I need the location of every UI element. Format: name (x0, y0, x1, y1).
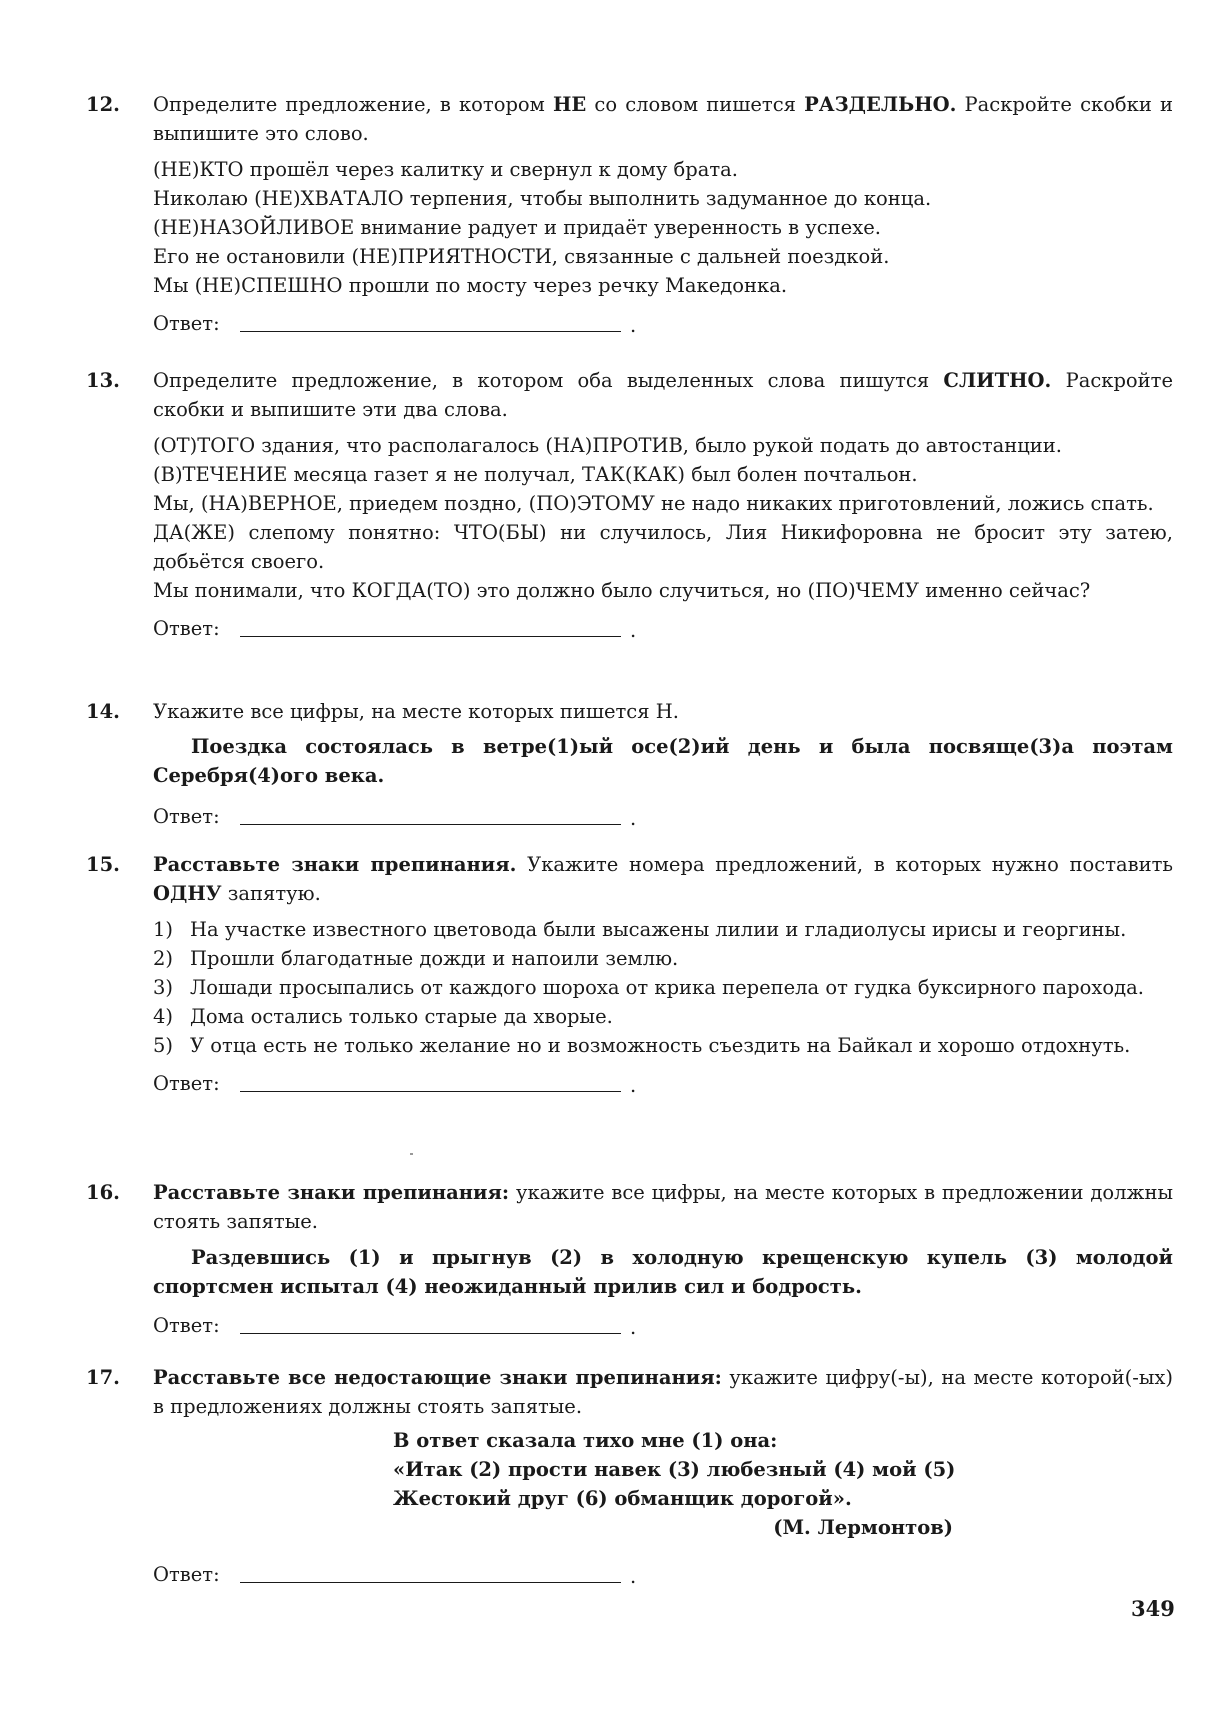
task-instruction: Определите предложение, в котором оба выделенных слова пишутся СЛИТНО. Раскройте скобки и выпишите эти два слова. (153, 369, 1173, 421)
task-number: 15. (86, 853, 120, 876)
answer-label: Ответ: (153, 1072, 220, 1095)
answer-line[interactable] (240, 1333, 621, 1334)
task-sentence: Поездка состоялась в ветре(1)ый осе(2)ий день и была посвяще(3)а поэтам Серебря(4)ого века. (153, 735, 1173, 787)
task-instruction: Определите предложение, в котором НЕ со словом пишется РАЗДЕЛЬНО. Раскройте скобки и выпишите это слово. (153, 93, 1173, 145)
sentence: Мы (НЕ)СПЕШНО прошли по мосту через речку Македонка. (153, 274, 788, 297)
sentence: ДА(ЖЕ) слепому понятно: ЧТО(БЫ) ни случилось, Лия Никифоровна не бросит эту затею, добьётся своего. (153, 521, 1173, 573)
answer-field[interactable]: Ответ: . (153, 1069, 1173, 1098)
task-number: 17. (86, 1366, 120, 1389)
answer-field[interactable]: Ответ: . (153, 802, 1173, 831)
poem-line: «Итак (2) прости навек (3) любезный (4) мой (5) (393, 1458, 956, 1481)
task-number: 16. (86, 1181, 120, 1204)
answer-line[interactable] (240, 1582, 621, 1583)
answer-field[interactable]: Ответ: . (153, 1560, 1173, 1589)
list-item: 1) На участке известного цветовода были высажены лилии и гладиолусы ирисы и георгины. (153, 918, 1127, 941)
answer-line[interactable] (240, 1091, 621, 1092)
sentence: (В)ТЕЧЕНИЕ месяца газет я не получал, ТАК(КАК) был болен почтальон. (153, 463, 918, 486)
list-item: 2) Прошли благодатные дожди и напоили землю. (153, 947, 679, 970)
sentence: (НЕ)НАЗОЙЛИВОЕ внимание радует и придаёт уверенность в успехе. (153, 216, 881, 239)
list-item: 4) Дома остались только старые да хворые. (153, 1005, 613, 1028)
answer-label: Ответ: (153, 1314, 220, 1337)
scan-speck (410, 1153, 413, 1155)
answer-label: Ответ: (153, 1563, 220, 1586)
task-instruction: Расставьте знаки препинания. Укажите номера предложений, в которых нужно поставить ОДНУ запятую. (153, 853, 1173, 905)
answer-line[interactable] (240, 824, 621, 825)
poem-line: Жестокий друг (6) обманщик дорогой». (393, 1487, 852, 1510)
task-instruction: Расставьте знаки препинания: укажите все цифры, на месте которых в предложении должны стоять запятые. (153, 1181, 1173, 1233)
task-number: 14. (86, 700, 120, 723)
poem-author: (М. Лермонтов) (773, 1516, 953, 1539)
sentence: (ОТ)ТОГО здания, что располагалось (НА)ПРОТИВ, было рукой подать до автостанции. (153, 434, 1062, 457)
sentence: Мы, (НА)ВЕРНОЕ, приедем поздно, (ПО)ЭТОМУ не надо никаких приготовлений, ложись спать. (153, 492, 1154, 515)
answer-label: Ответ: (153, 805, 220, 828)
sentence: Его не остановили (НЕ)ПРИЯТНОСТИ, связанные с дальней поездкой. (153, 245, 890, 268)
answer-line[interactable] (240, 636, 621, 637)
task-instruction: Расставьте все недостающие знаки препинания: укажите цифру(-ы), на месте которой(-ых) в предложениях должны стоять запятые. (153, 1366, 1174, 1418)
page-number: 349 (1131, 1596, 1175, 1621)
task-sentence: Раздевшись (1) и прыгнув (2) в холодную крещенскую купель (3) молодой спортсмен испытал (4) неожиданный прилив сил и бодрость. (153, 1246, 1173, 1298)
sentence: (НЕ)КТО прошёл через калитку и свернул к дому брата. (153, 158, 738, 181)
answer-field[interactable]: Ответ: . (153, 1311, 1173, 1340)
answer-label: Ответ: (153, 312, 220, 335)
answer-field[interactable]: Ответ: . (153, 614, 1173, 643)
answer-field[interactable]: Ответ: . (153, 309, 1173, 338)
task-number: 12. (86, 93, 120, 116)
sentence: Мы понимали, что КОГДА(ТО) это должно было случиться, но (ПО)ЧЕМУ именно сейчас? (153, 579, 1091, 602)
poem-line: В ответ сказала тихо мне (1) она: (393, 1429, 778, 1452)
task-number: 13. (86, 369, 120, 392)
options-list (153, 915, 1173, 1060)
answer-line[interactable] (240, 331, 621, 332)
task-instruction: Укажите все цифры, на месте которых пишется Н. (153, 700, 679, 723)
list-item: 3) Лошади просыпались от каждого шороха от крика перепела от гудка буксирного парохода. (153, 976, 1144, 999)
list-item: 5) У отца есть не только желание но и возможность съездить на Байкал и хорошо отдохнуть. (153, 1034, 1131, 1057)
sentence: Николаю (НЕ)ХВАТАЛО терпения, чтобы выполнить задуманное до конца. (153, 187, 932, 210)
answer-label: Ответ: (153, 617, 220, 640)
poem (393, 1426, 1173, 1542)
